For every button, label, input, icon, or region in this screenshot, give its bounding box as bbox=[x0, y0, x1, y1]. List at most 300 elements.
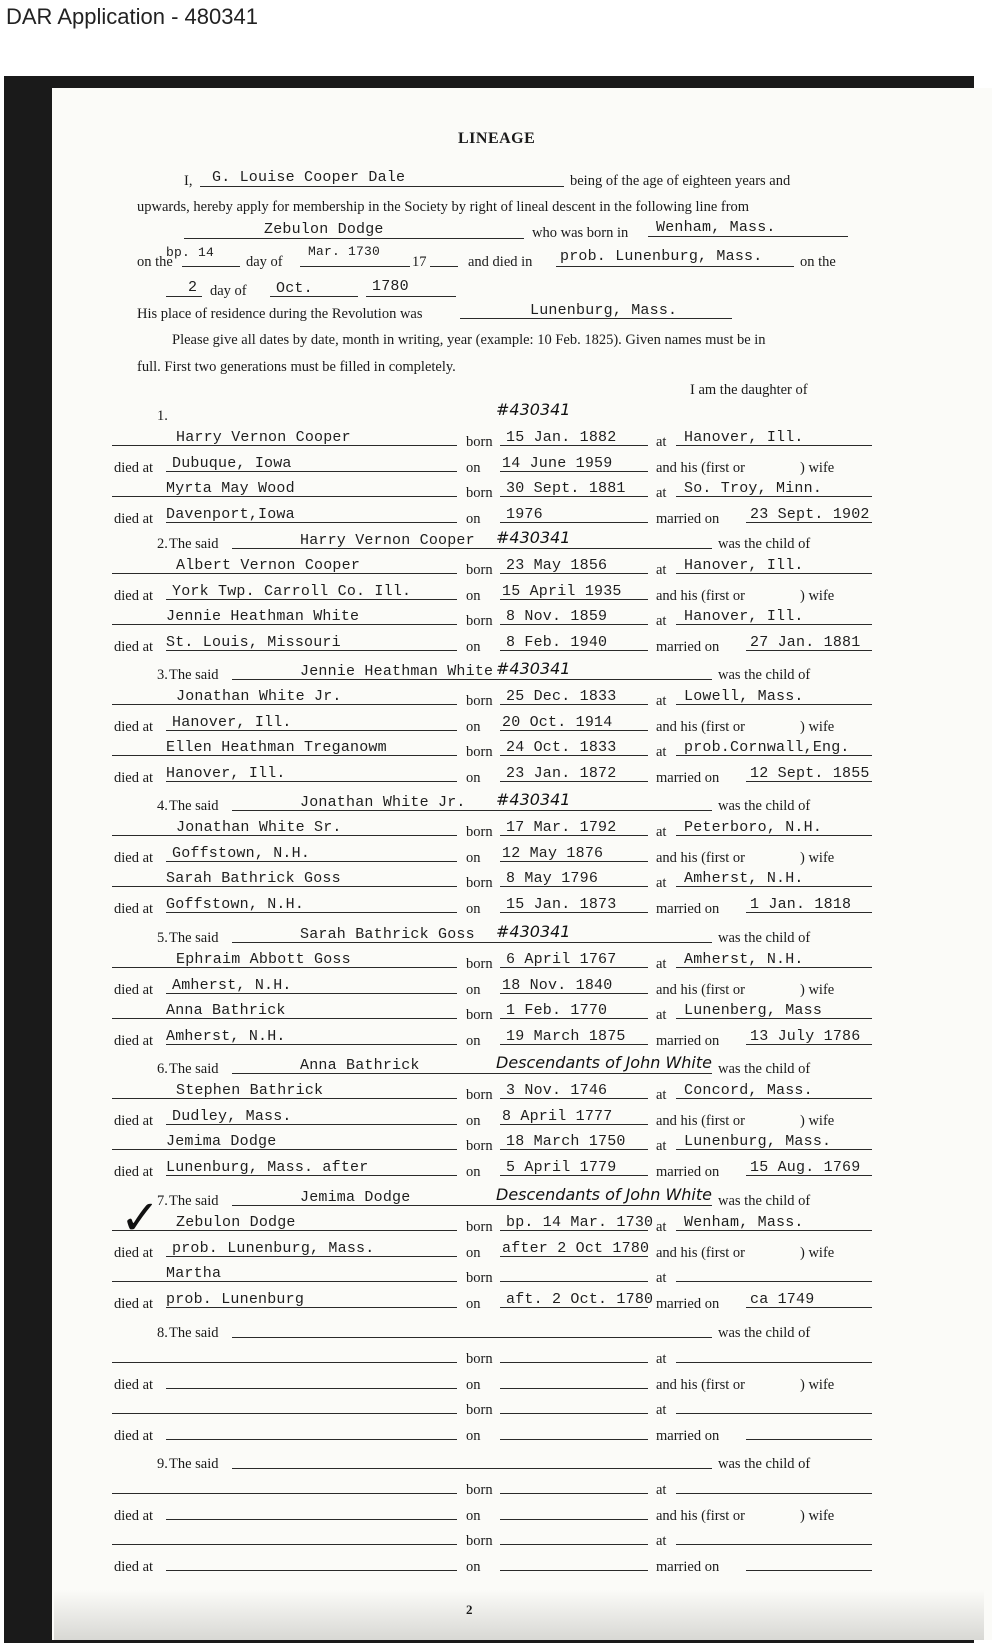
father-born: 6 April 1767 bbox=[506, 950, 617, 968]
mother-born: 24 Oct. 1833 bbox=[506, 739, 617, 757]
father-name: Jonathan White Jr. bbox=[176, 687, 342, 705]
died-at-label: died at bbox=[114, 1376, 154, 1393]
at-label: at bbox=[656, 823, 667, 840]
said-line bbox=[232, 1468, 712, 1469]
mother-died-on-line bbox=[500, 781, 648, 782]
mother-name: Jemima Dodge bbox=[166, 1133, 277, 1151]
at-label: at bbox=[656, 1218, 667, 1235]
wife-label: ) wife bbox=[800, 981, 835, 998]
mother-died-line bbox=[166, 1570, 457, 1571]
married-on-label: married on bbox=[656, 639, 720, 656]
born-label: born bbox=[466, 1086, 493, 1103]
married-on-line bbox=[746, 1044, 872, 1045]
mother-died-line bbox=[166, 1307, 457, 1308]
and-his-label: and his (first or bbox=[656, 718, 745, 735]
mother-name: Myrta May Wood bbox=[166, 480, 295, 498]
intro-on-the: on the bbox=[137, 254, 173, 270]
married-on-line bbox=[746, 1175, 872, 1176]
on-label: on bbox=[466, 511, 481, 528]
died-at-label: died at bbox=[114, 1244, 154, 1261]
child-of-label: was the child of bbox=[718, 536, 811, 552]
the-said-label: The said bbox=[169, 930, 219, 946]
father-died-at: Goffstown, N.H. bbox=[172, 844, 311, 862]
father-name: Stephen Bathrick bbox=[176, 1081, 324, 1099]
generation-number: 8. bbox=[157, 1325, 168, 1341]
father-died-on-line bbox=[500, 1256, 648, 1257]
died-at-label: died at bbox=[114, 1296, 154, 1313]
mother-died-at: Amherst, N.H. bbox=[166, 1028, 286, 1046]
death-day: 2 bbox=[188, 279, 198, 296]
father-born-at: Lowell, Mass. bbox=[684, 687, 804, 705]
born-label: born bbox=[466, 692, 493, 709]
wife-label: ) wife bbox=[800, 1376, 835, 1393]
born-label: born bbox=[466, 1218, 493, 1235]
intro-text-1: being of the age of eighteen years and bbox=[570, 173, 791, 189]
and-his-label: and his (first or bbox=[656, 1112, 745, 1129]
father-died-line bbox=[166, 1519, 457, 1520]
the-said-label: The said bbox=[169, 798, 219, 814]
mother-died-at: Goffstown, N.H. bbox=[166, 896, 305, 914]
mother-born-line bbox=[500, 496, 648, 497]
wife-label: ) wife bbox=[800, 849, 835, 866]
father-born-at-line bbox=[676, 1493, 872, 1494]
father-died-on-line bbox=[500, 471, 648, 472]
form-title: LINEAGE bbox=[458, 130, 536, 147]
father-died-on: 18 Nov. 1840 bbox=[502, 976, 613, 994]
mother-line bbox=[112, 1544, 457, 1545]
father-born: 3 Nov. 1746 bbox=[506, 1081, 608, 1099]
on-label: on bbox=[466, 1559, 481, 1576]
wife-label: ) wife bbox=[800, 1507, 835, 1524]
mother-born-line bbox=[500, 1018, 648, 1019]
father-born-at: Concord, Mass. bbox=[684, 1081, 813, 1099]
the-said-label: The said bbox=[169, 1456, 219, 1472]
born-label: born bbox=[466, 1138, 493, 1155]
birth-month-line bbox=[300, 266, 410, 267]
father-born-line bbox=[500, 1098, 648, 1099]
mother-died-on-line bbox=[500, 1439, 648, 1440]
married-on-line bbox=[746, 1570, 872, 1571]
mother-died-on: 19 March 1875 bbox=[506, 1028, 626, 1046]
said-line bbox=[232, 1205, 712, 1206]
ancestor-line bbox=[184, 238, 524, 239]
father-born: 17 Mar. 1792 bbox=[506, 818, 617, 836]
mother-died-line bbox=[166, 781, 457, 782]
mother-born: 8 May 1796 bbox=[506, 870, 599, 888]
father-died-on-line bbox=[500, 1124, 648, 1125]
married-on-line bbox=[746, 522, 872, 523]
mother-died-on: 8 Feb. 1940 bbox=[506, 634, 608, 652]
at-label: at bbox=[656, 485, 667, 502]
died-at-label: died at bbox=[114, 981, 154, 998]
on-label: on bbox=[466, 1296, 481, 1313]
on-label: on bbox=[466, 1428, 481, 1445]
mother-died-line bbox=[166, 650, 457, 651]
and-his-label: and his (first or bbox=[656, 587, 745, 604]
married-on-value: 15 Aug. 1769 bbox=[750, 1159, 861, 1177]
bp-day: bp. 14 bbox=[166, 245, 215, 260]
mother-died-line bbox=[166, 1439, 457, 1440]
birth-place-line bbox=[648, 236, 848, 237]
mother-born-line bbox=[500, 624, 648, 625]
father-born: 15 Jan. 1882 bbox=[506, 428, 617, 446]
father-born-at-line bbox=[676, 1230, 872, 1231]
married-on-label: married on bbox=[656, 1428, 720, 1445]
born-label: born bbox=[466, 744, 493, 761]
father-died-line bbox=[166, 993, 457, 994]
intro-and-died-in: and died in bbox=[468, 254, 533, 270]
father-died-line bbox=[166, 599, 457, 600]
married-on-value: 27 Jan. 1881 bbox=[750, 634, 861, 652]
father-born-at-line bbox=[676, 445, 872, 446]
death-month-line bbox=[270, 296, 358, 297]
father-died-line bbox=[166, 1388, 457, 1389]
father-born-at: Wenham, Mass. bbox=[684, 1213, 804, 1231]
death-place: prob. Lunenburg, Mass. bbox=[560, 248, 763, 265]
at-label: at bbox=[656, 1481, 667, 1498]
father-name: Harry Vernon Cooper bbox=[176, 428, 351, 446]
mother-born-at: Amherst, N.H. bbox=[684, 870, 804, 888]
father-died-at: prob. Lunenburg, Mass. bbox=[172, 1239, 375, 1257]
at-label: at bbox=[656, 1270, 667, 1287]
born-label: born bbox=[466, 955, 493, 972]
father-died-at: Dudley, Mass. bbox=[172, 1107, 292, 1125]
born-label: born bbox=[466, 1350, 493, 1367]
mother-born-line bbox=[500, 1413, 648, 1414]
born-label: born bbox=[466, 1270, 493, 1287]
died-at-label: died at bbox=[114, 1164, 154, 1181]
born-label: born bbox=[466, 823, 493, 840]
applicant-line bbox=[200, 186, 564, 187]
page-fold-shadow bbox=[54, 1590, 984, 1640]
father-line bbox=[112, 967, 457, 968]
mother-born-at: prob.Cornwall,Eng. bbox=[684, 739, 850, 757]
married-on-value: 23 Sept. 1902 bbox=[750, 506, 870, 524]
died-at-label: died at bbox=[114, 849, 154, 866]
mother-line bbox=[112, 1413, 457, 1414]
married-on-label: married on bbox=[656, 901, 720, 918]
intro-i: I, bbox=[184, 173, 193, 189]
mother-died-on: 15 Jan. 1873 bbox=[506, 896, 617, 914]
said-name: Anna Bathrick bbox=[300, 1057, 420, 1074]
father-born-line bbox=[500, 704, 648, 705]
died-at-label: died at bbox=[114, 901, 154, 918]
generation-number: 5. bbox=[157, 930, 168, 946]
said-name: Sarah Bathrick Goss bbox=[300, 926, 475, 943]
mother-name: Sarah Bathrick Goss bbox=[166, 870, 341, 888]
child-of-label: was the child of bbox=[718, 667, 811, 683]
father-died-on-line bbox=[500, 730, 648, 731]
mother-died-line bbox=[166, 522, 457, 523]
mother-line bbox=[112, 496, 457, 497]
wife-label: ) wife bbox=[800, 1244, 835, 1261]
said-line bbox=[232, 679, 712, 680]
father-died-on: 12 May 1876 bbox=[502, 844, 604, 862]
father-died-on-line bbox=[500, 993, 648, 994]
relation-text: I am the daughter of bbox=[690, 382, 808, 398]
and-his-label: and his (first or bbox=[656, 459, 745, 476]
and-his-label: and his (first or bbox=[656, 1507, 745, 1524]
father-name: Zebulon Dodge bbox=[176, 1213, 296, 1231]
married-on-label: married on bbox=[656, 511, 720, 528]
mother-born-at-line bbox=[676, 1018, 872, 1019]
married-on-label: married on bbox=[656, 1033, 720, 1050]
died-at-label: died at bbox=[114, 1112, 154, 1129]
father-line bbox=[112, 445, 457, 446]
record-note: Descendants of John White bbox=[496, 1185, 712, 1204]
at-label: at bbox=[656, 1138, 667, 1155]
on-label: on bbox=[466, 770, 481, 787]
intro-text-2: upwards, hereby apply for membership in the Society by right of lineal descent in the following line from bbox=[137, 199, 750, 215]
instructions-1: Please give all dates by date, month in writing, year (example: 10 Feb. 1825). Given names must be in bbox=[172, 332, 766, 348]
on-label: on bbox=[466, 981, 481, 998]
said-line bbox=[232, 942, 712, 943]
mother-line bbox=[112, 755, 457, 756]
father-died-on: 14 June 1959 bbox=[502, 454, 613, 472]
on-label: on bbox=[466, 901, 481, 918]
father-died-on: 8 April 1777 bbox=[502, 1107, 613, 1125]
father-died-on-line bbox=[500, 599, 648, 600]
child-of-label: was the child of bbox=[718, 1193, 811, 1209]
on-label: on bbox=[466, 587, 481, 604]
died-at-label: died at bbox=[114, 511, 154, 528]
mother-name: Ellen Heathman Treganowm bbox=[166, 739, 387, 757]
at-label: at bbox=[656, 613, 667, 630]
and-his-label: and his (first or bbox=[656, 981, 745, 998]
father-born-at: Hanover, Ill. bbox=[684, 556, 804, 574]
bp-day-line bbox=[182, 266, 240, 267]
married-on-label: married on bbox=[656, 770, 720, 787]
mother-died-on: aft. 2 Oct. 1780 bbox=[506, 1291, 654, 1309]
on-label: on bbox=[466, 849, 481, 866]
said-line bbox=[232, 548, 712, 549]
document-title: DAR Application - 480341 bbox=[6, 4, 258, 29]
record-note: Descendants of John White bbox=[496, 1053, 712, 1072]
birth-month-year: Mar. 1730 bbox=[308, 244, 381, 259]
the-said-label: The said bbox=[169, 667, 219, 683]
at-label: at bbox=[656, 1402, 667, 1419]
at-label: at bbox=[656, 1007, 667, 1024]
generation-number: 1. bbox=[157, 408, 168, 424]
mother-died-at: Hanover, Ill. bbox=[166, 765, 286, 783]
father-died-on-line bbox=[500, 1388, 648, 1389]
at-label: at bbox=[656, 1086, 667, 1103]
born-label: born bbox=[466, 875, 493, 892]
wife-label: ) wife bbox=[800, 718, 835, 735]
father-born: 25 Dec. 1833 bbox=[506, 687, 617, 705]
mother-born-at-line bbox=[676, 1413, 872, 1414]
father-born-line bbox=[500, 445, 648, 446]
generation-number: 9. bbox=[157, 1456, 168, 1472]
mother-died-on-line bbox=[500, 650, 648, 651]
mother-name: Anna Bathrick bbox=[166, 1002, 286, 1020]
child-of-label: was the child of bbox=[718, 1061, 811, 1077]
died-at-label: died at bbox=[114, 1507, 154, 1524]
father-died-line bbox=[166, 1256, 457, 1257]
record-note: #430341 bbox=[496, 528, 571, 547]
died-at-label: died at bbox=[114, 718, 154, 735]
seventeen-line bbox=[430, 266, 458, 267]
father-line bbox=[112, 573, 457, 574]
married-on-label: married on bbox=[656, 1559, 720, 1576]
father-born-at-line bbox=[676, 1362, 872, 1363]
generation-number: 6. bbox=[157, 1061, 168, 1077]
died-at-label: died at bbox=[114, 1428, 154, 1445]
intro-day-of: day of bbox=[246, 254, 283, 270]
at-label: at bbox=[656, 433, 667, 450]
father-line bbox=[112, 835, 457, 836]
record-note: #430341 bbox=[496, 922, 571, 941]
mother-born-at: So. Troy, Minn. bbox=[684, 480, 823, 498]
said-name: Jennie Heathman White bbox=[300, 663, 494, 680]
married-on-label: married on bbox=[656, 1164, 720, 1181]
died-at-label: died at bbox=[114, 770, 154, 787]
died-at-label: died at bbox=[114, 459, 154, 476]
mother-line bbox=[112, 1281, 457, 1282]
and-his-label: and his (first or bbox=[656, 1244, 745, 1261]
mother-born-line bbox=[500, 886, 648, 887]
on-label: on bbox=[466, 1033, 481, 1050]
mother-name: Jennie Heathman White bbox=[166, 608, 360, 626]
married-on-line bbox=[746, 912, 872, 913]
father-born-at: Amherst, N.H. bbox=[684, 950, 804, 968]
mother-died-on-line bbox=[500, 1175, 648, 1176]
father-died-on-line bbox=[500, 1519, 648, 1520]
married-on-line bbox=[746, 781, 872, 782]
father-line bbox=[112, 1362, 457, 1363]
father-died-on: 20 Oct. 1914 bbox=[502, 713, 613, 731]
father-born-line bbox=[500, 835, 648, 836]
born-label: born bbox=[466, 613, 493, 630]
at-label: at bbox=[656, 561, 667, 578]
at-label: at bbox=[656, 955, 667, 972]
residence-value: Lunenburg, Mass. bbox=[530, 302, 678, 319]
died-at-label: died at bbox=[114, 587, 154, 604]
mother-born-at: Lunenburg, Mass. bbox=[684, 1133, 832, 1151]
father-born-at: Peterboro, N.H. bbox=[684, 818, 823, 836]
mother-born-line bbox=[500, 755, 648, 756]
mother-born: 1 Feb. 1770 bbox=[506, 1002, 608, 1020]
father-died-at: Amherst, N.H. bbox=[172, 976, 292, 994]
father-died-line bbox=[166, 1124, 457, 1125]
residence-label: His place of residence during the Revolution was bbox=[137, 306, 423, 322]
the-said-label: The said bbox=[169, 1325, 219, 1341]
father-line bbox=[112, 704, 457, 705]
applicant-name: G. Louise Cooper Dale bbox=[212, 169, 406, 186]
father-name: Ephraim Abbott Goss bbox=[176, 950, 351, 968]
father-died-at: York Twp. Carroll Co. Ill. bbox=[172, 582, 412, 600]
said-line bbox=[232, 810, 712, 811]
father-died-on-line bbox=[500, 861, 648, 862]
father-died-at: Hanover, Ill. bbox=[172, 713, 292, 731]
married-on-line bbox=[746, 1307, 872, 1308]
mother-died-on-line bbox=[500, 912, 648, 913]
wife-label: ) wife bbox=[800, 1112, 835, 1129]
death-day-line bbox=[166, 296, 202, 297]
mother-died-on: 5 April 1779 bbox=[506, 1159, 617, 1177]
mother-born-at-line bbox=[676, 1544, 872, 1545]
the-said-label: The said bbox=[169, 536, 219, 552]
mother-born-line bbox=[500, 1149, 648, 1150]
born-label: born bbox=[466, 485, 493, 502]
father-name: Jonathan White Sr. bbox=[176, 818, 342, 836]
father-born: 23 May 1856 bbox=[506, 556, 608, 574]
born-label: born bbox=[466, 561, 493, 578]
record-note: #430341 bbox=[496, 400, 571, 419]
mother-born-at-line bbox=[676, 1149, 872, 1150]
said-line bbox=[232, 1337, 712, 1338]
married-on-value: 12 Sept. 1855 bbox=[750, 765, 870, 783]
said-line bbox=[232, 1073, 712, 1074]
father-name: Albert Vernon Cooper bbox=[176, 556, 361, 574]
at-label: at bbox=[656, 1350, 667, 1367]
father-died-on: after 2 Oct 1780 bbox=[502, 1239, 650, 1257]
father-born: bp. 14 Mar. 1730 bbox=[506, 1213, 654, 1231]
born-label: born bbox=[466, 433, 493, 450]
born-label: born bbox=[466, 1402, 493, 1419]
and-his-label: and his (first or bbox=[656, 849, 745, 866]
record-note: #430341 bbox=[496, 790, 571, 809]
record-note: #430341 bbox=[496, 659, 571, 678]
mother-born-at-line bbox=[676, 624, 872, 625]
wife-label: ) wife bbox=[800, 587, 835, 604]
said-name: Harry Vernon Cooper bbox=[300, 532, 475, 549]
father-born-at-line bbox=[676, 573, 872, 574]
mother-line bbox=[112, 624, 457, 625]
born-label: born bbox=[466, 1481, 493, 1498]
intro-day-of-2: day of bbox=[210, 283, 247, 299]
mother-born-line bbox=[500, 1544, 648, 1545]
father-born-at: Hanover, Ill. bbox=[684, 428, 804, 446]
at-label: at bbox=[656, 1533, 667, 1550]
father-born-line bbox=[500, 967, 648, 968]
father-born-at-line bbox=[676, 1098, 872, 1099]
father-line bbox=[112, 1098, 457, 1099]
married-on-value: 1 Jan. 1818 bbox=[750, 896, 852, 914]
died-at-label: died at bbox=[114, 1033, 154, 1050]
the-said-label: The said bbox=[169, 1193, 219, 1209]
died-at-label: died at bbox=[114, 1559, 154, 1576]
wife-label: ) wife bbox=[800, 459, 835, 476]
at-label: at bbox=[656, 692, 667, 709]
mother-born-at-line bbox=[676, 755, 872, 756]
mother-died-at: Lunenburg, Mass. after bbox=[166, 1159, 369, 1177]
father-born-at-line bbox=[676, 704, 872, 705]
mother-died-line bbox=[166, 1175, 457, 1176]
mother-born-line bbox=[500, 1281, 648, 1282]
mother-born: 8 Nov. 1859 bbox=[506, 608, 608, 626]
father-born-at-line bbox=[676, 967, 872, 968]
instructions-2: full. First two generations must be filled in completely. bbox=[137, 359, 456, 375]
mother-died-line bbox=[166, 1044, 457, 1045]
generation-number: 2. bbox=[157, 536, 168, 552]
mother-died-on-line bbox=[500, 1307, 648, 1308]
mother-name: Martha bbox=[166, 1265, 222, 1283]
died-at-label: died at bbox=[114, 639, 154, 656]
intro-on-the-2: on the bbox=[800, 254, 836, 270]
born-label: born bbox=[466, 1007, 493, 1024]
page-number: 2 bbox=[466, 1602, 473, 1617]
check-mark-icon: ✓ bbox=[120, 1190, 161, 1246]
mother-died-line bbox=[166, 912, 457, 913]
father-line bbox=[112, 1230, 457, 1231]
and-his-label: and his (first or bbox=[656, 1376, 745, 1393]
on-label: on bbox=[466, 1164, 481, 1181]
married-on-value: ca 1749 bbox=[750, 1291, 815, 1309]
child-of-label: was the child of bbox=[718, 1325, 811, 1341]
mother-died-on-line bbox=[500, 1570, 648, 1571]
mother-born: 30 Sept. 1881 bbox=[506, 480, 626, 498]
